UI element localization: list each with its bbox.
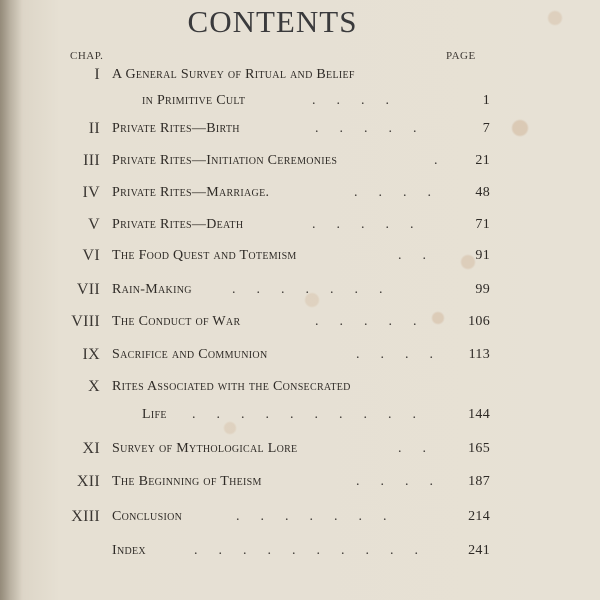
toc-entry — [0, 214, 600, 236]
leader-dots: .. — [398, 441, 447, 456]
index-title: Index — [112, 543, 146, 558]
leader-dots: .... — [356, 474, 454, 489]
chapter-title: Survey of Mythological Lore — [112, 441, 298, 456]
page-number: 113 — [468, 347, 490, 362]
chapter-title: The Conduct of War — [112, 314, 241, 329]
page-number: 99 — [475, 282, 490, 297]
chapter-number: VIII — [71, 313, 100, 330]
toc-entry — [0, 540, 600, 562]
page-column-header: PAGE — [446, 50, 476, 62]
chapter-number: XIII — [71, 508, 100, 525]
leader-dots: ..... — [312, 217, 435, 232]
page-title: CONTENTS — [187, 4, 358, 39]
chapter-number: III — [83, 152, 100, 169]
leader-dots: .... — [356, 347, 454, 362]
chapter-title: Rites Associated with the Consecrated — [112, 379, 351, 394]
leader-dots: ..... — [315, 314, 438, 329]
leader-dots: .... — [312, 93, 410, 108]
toc-entry — [0, 471, 600, 493]
page-number: 241 — [468, 543, 490, 558]
leader-dots: ....... — [232, 282, 404, 297]
chapter-title: Private Rites—Death — [112, 217, 244, 232]
toc-entry — [0, 376, 600, 398]
chapter-title-continued: in Primitive Cult — [142, 93, 246, 108]
page-number: 187 — [468, 474, 490, 489]
leader-dots: .. — [398, 248, 447, 263]
leader-dots: . — [434, 153, 459, 168]
chapter-number: II — [88, 120, 100, 137]
toc-entry — [0, 245, 600, 267]
chapter-number: X — [88, 378, 100, 395]
chapter-title: Private Rites—Initiation Ceremonies — [112, 153, 338, 168]
chapter-number: I — [94, 66, 100, 83]
leader-dots: ..... — [315, 121, 438, 136]
page-number: 21 — [475, 153, 490, 168]
chapter-title: Sacrifice and Communion — [112, 347, 268, 362]
toc-entry — [0, 64, 600, 86]
chapter-number: IX — [82, 346, 100, 363]
chapter-title-continued: Life — [142, 407, 167, 422]
page-number: 1 — [482, 93, 490, 108]
page-number: 71 — [475, 217, 490, 232]
page-number: 48 — [475, 185, 490, 200]
page-number: 144 — [468, 407, 490, 422]
chapter-title: Private Rites—Marriage. — [112, 185, 270, 200]
page-number: 106 — [468, 314, 490, 329]
toc-entry — [0, 118, 600, 140]
chapter-number: VI — [82, 247, 100, 264]
chapter-number: XI — [82, 440, 100, 457]
chapter-title: Private Rites—Birth — [112, 121, 240, 136]
chapter-title: The Beginning of Theism — [112, 474, 262, 489]
toc-entry — [0, 438, 600, 460]
leader-dots: .......... — [194, 543, 439, 558]
chapter-title: The Food Quest and Totemism — [112, 248, 297, 263]
chapter-title: Rain-Making — [112, 282, 192, 297]
toc-entry-continuation — [0, 90, 600, 112]
toc-entry — [0, 311, 600, 333]
chapter-column-header: CHAP. — [70, 50, 104, 62]
leader-dots: ....... — [236, 509, 408, 524]
chapter-number: VII — [76, 281, 100, 298]
page-number: 165 — [468, 441, 490, 456]
toc-entry — [0, 150, 600, 172]
toc-entry-continuation — [0, 404, 600, 426]
chapter-title: Conclusion — [112, 509, 183, 524]
page-number: 91 — [475, 248, 490, 263]
toc-entry — [0, 506, 600, 528]
leader-dots: .... — [354, 185, 452, 200]
toc-entry — [0, 182, 600, 204]
toc-entry — [0, 344, 600, 366]
chapter-number: V — [88, 216, 100, 233]
chapter-title: A General Survey of Ritual and Belief — [112, 67, 355, 82]
page-number: 214 — [468, 509, 490, 524]
chapter-number: XII — [76, 473, 100, 490]
chapter-number: IV — [82, 184, 100, 201]
leader-dots: .......... — [192, 407, 437, 422]
page-number: 7 — [482, 121, 490, 136]
toc-entry — [0, 279, 600, 301]
